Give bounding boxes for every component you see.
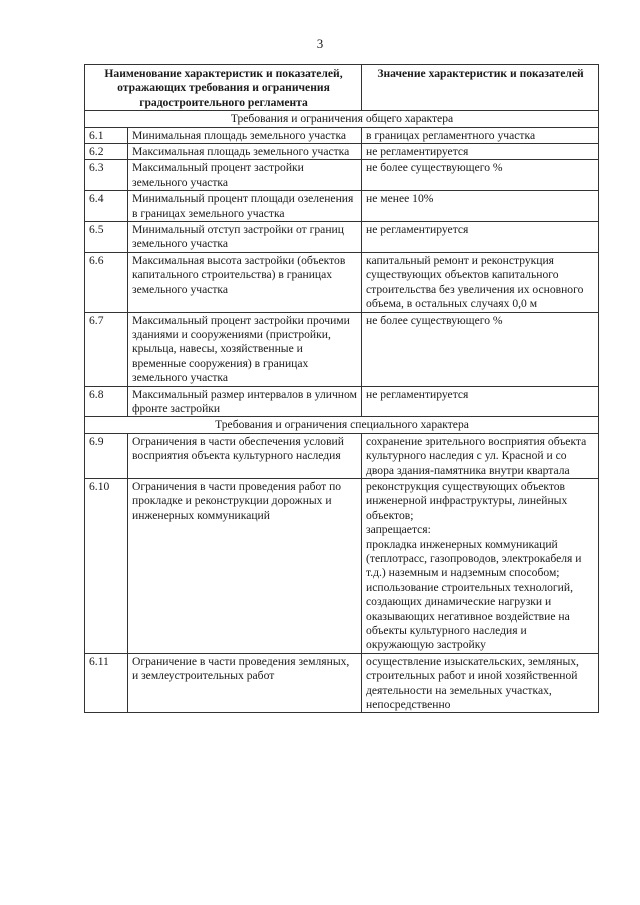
row-number: 6.7 — [85, 312, 128, 386]
table-row — [85, 222, 599, 253]
row-number: 6.6 — [85, 252, 128, 312]
section-title: Требования и ограничения специального характера — [85, 417, 599, 433]
row-value: не регламентируется — [362, 222, 599, 253]
section-row — [85, 417, 599, 433]
row-value: не менее 10% — [362, 191, 599, 222]
row-name: Ограничения в части обеспечения условий восприятия объекта культурного наследия — [128, 433, 362, 478]
table-row — [85, 191, 599, 222]
row-value: не более существующего % — [362, 160, 599, 191]
row-value: не более существующего % — [362, 312, 599, 386]
regulation-table — [84, 64, 599, 713]
row-name: Минимальный отступ застройки от границ земельного участка — [128, 222, 362, 253]
row-number: 6.3 — [85, 160, 128, 191]
row-name: Минимальный процент площади озеленения в границах земельного участка — [128, 191, 362, 222]
row-value: осуществление изыскательских, земляных, строительных работ и иной хозяйственной деятельности на земельных участках, непосредственно — [362, 653, 599, 713]
section-row — [85, 111, 599, 127]
header-value: Значение характеристик и показателей — [362, 65, 599, 111]
row-number: 6.8 — [85, 386, 128, 417]
table-row — [85, 160, 599, 191]
row-value: капитальный ремонт и реконструкция существующих объектов капитального строительства без увеличения их основного объема, в остальных случаях 0,0 м — [362, 252, 599, 312]
row-value: не регламентируется — [362, 144, 599, 160]
row-number: 6.5 — [85, 222, 128, 253]
row-number: 6.10 — [85, 478, 128, 653]
row-name: Максимальная площадь земельного участка — [128, 144, 362, 160]
row-name: Максимальная высота застройки (объектов капитального строительства) в границах земельного участка — [128, 252, 362, 312]
row-name: Ограничения в части проведения работ по прокладке и реконструкции дорожных и инженерных коммуникаций — [128, 478, 362, 653]
table-row — [85, 252, 599, 312]
table-row — [85, 478, 599, 653]
table-row — [85, 386, 599, 417]
row-value: сохранение зрительного восприятия объекта культурного наследия с ул. Красной и со двора здания-памятника внутри квартала — [362, 433, 599, 478]
row-number: 6.2 — [85, 144, 128, 160]
row-name: Ограничение в части проведения земляных, и землеустроительных работ — [128, 653, 362, 713]
row-name: Максимальный размер интервалов в уличном фронте застройки — [128, 386, 362, 417]
table-row — [85, 433, 599, 478]
page-number: 3 — [316, 36, 324, 51]
table-header-row — [85, 65, 599, 111]
table-row — [85, 312, 599, 386]
table-row — [85, 127, 599, 143]
row-number: 6.11 — [85, 653, 128, 713]
header-name: Наименование характеристик и показателей, отражающих требования и ограничения градостроительного регламента — [85, 65, 362, 111]
row-value: в границах регламентного участка — [362, 127, 599, 143]
row-number: 6.1 — [85, 127, 128, 143]
row-name: Максимальный процент застройки земельного участка — [128, 160, 362, 191]
table-row — [85, 144, 599, 160]
row-name: Максимальный процент застройки прочими зданиями и сооружениями (пристройки, крыльца, навесы, хозяйственные и временные сооружения) в границах земельного участка — [128, 312, 362, 386]
row-value: реконструкция существующих объектов инженерной инфраструктуры, линейных объектов; запрещается: прокладка инженерных коммуникаций (теплотрасс, газопроводов, электрокабеля и т.д.) наземным и надземным способом; использование строительных технологий, создающих динамические нагрузки и оказывающих негативное воздействие на объекты культурного наследия и окружающую застройку — [362, 478, 599, 653]
row-number: 6.9 — [85, 433, 128, 478]
row-value: не регламентируется — [362, 386, 599, 417]
table-row — [85, 653, 599, 713]
section-title: Требования и ограничения общего характера — [85, 111, 599, 127]
row-number: 6.4 — [85, 191, 128, 222]
row-name: Минимальная площадь земельного участка — [128, 127, 362, 143]
